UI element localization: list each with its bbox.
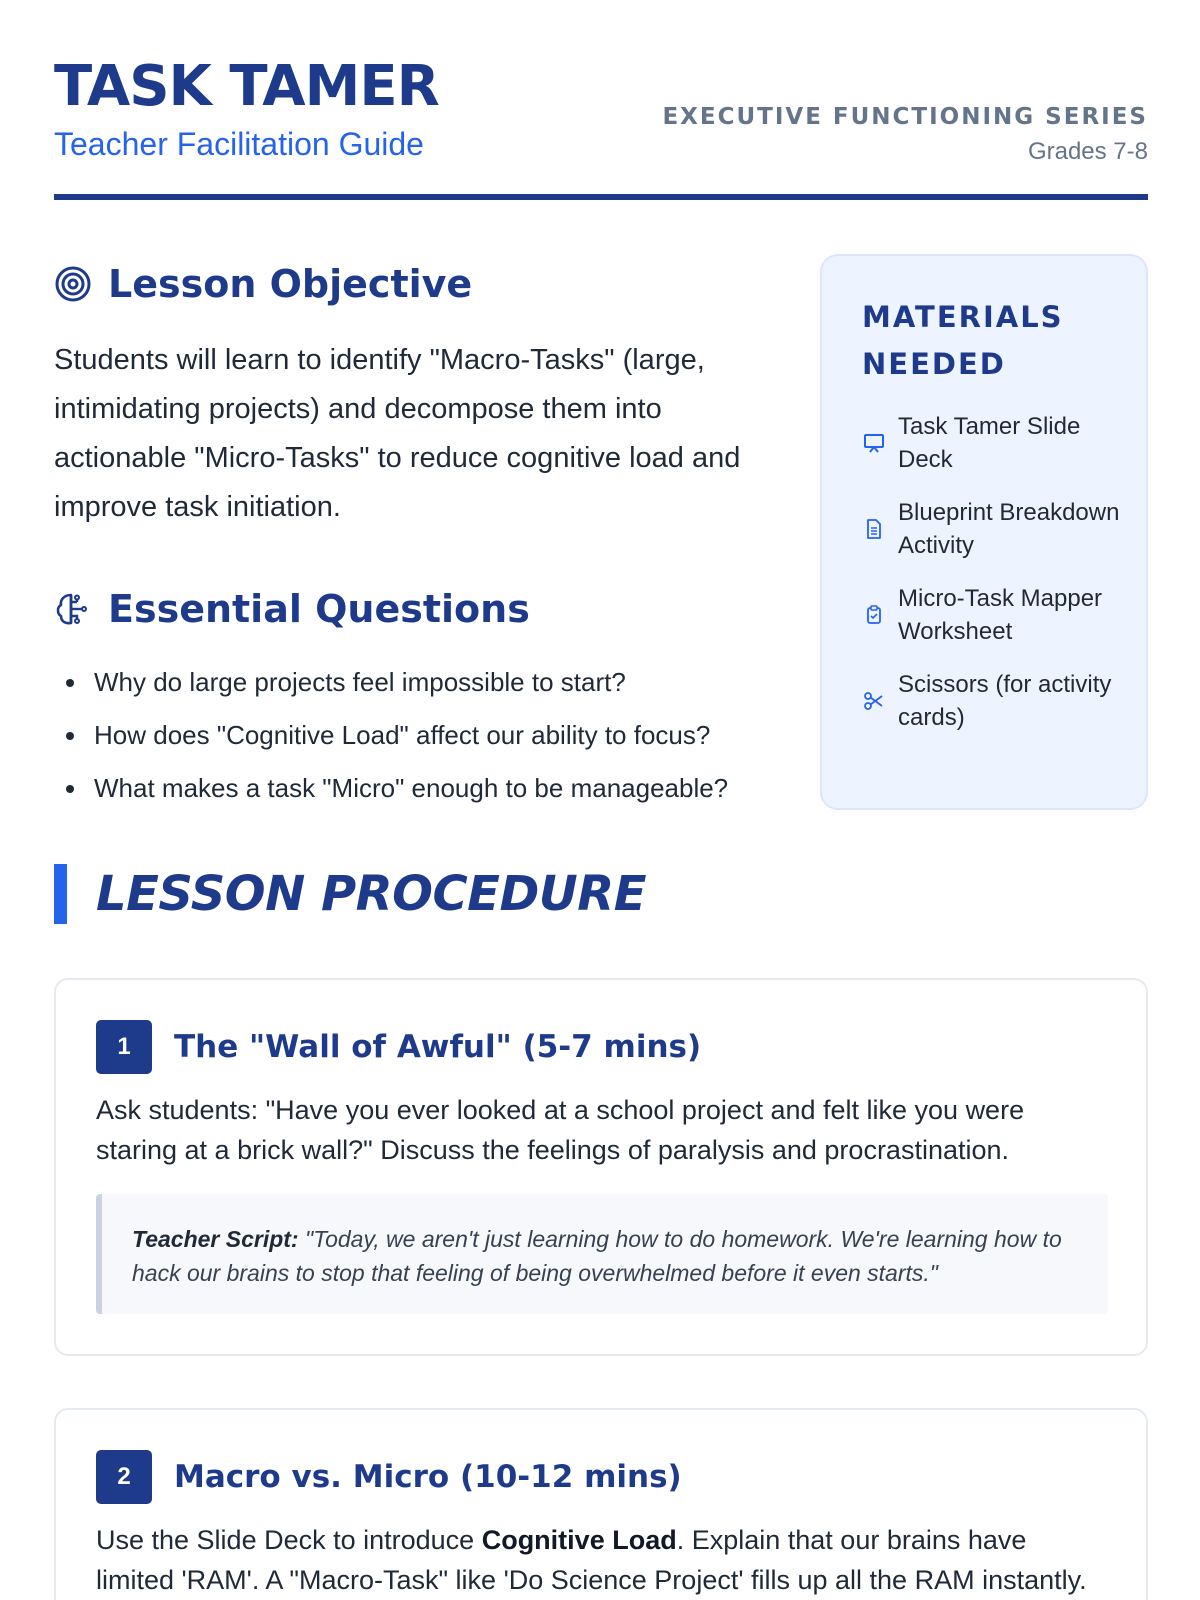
step-description bbox=[96, 1520, 1110, 1600]
step-number-badge: 2 bbox=[96, 1450, 152, 1504]
questions-heading bbox=[54, 585, 530, 633]
step-title: Macro vs. Micro (10-12 mins) bbox=[174, 1459, 682, 1495]
material-item-blueprint bbox=[862, 496, 1132, 562]
presentation-icon bbox=[862, 431, 886, 455]
teacher-script-box bbox=[96, 1194, 1108, 1314]
objective-heading-text: Lesson Objective bbox=[108, 262, 473, 306]
list-item: Why do large projects feel impossible to start? bbox=[54, 656, 774, 709]
material-item-scissors bbox=[862, 668, 1132, 734]
questions-heading-text: Essential Questions bbox=[108, 587, 530, 631]
teacher-script bbox=[132, 1222, 1082, 1290]
list-item: How does "Cognitive Load" affect our ability to focus? bbox=[54, 709, 774, 762]
materials-panel bbox=[820, 254, 1148, 810]
questions-list bbox=[54, 656, 774, 815]
teacher-script-text: "Today, we aren't just learning how to do homework. We're learning how to hack our brains to stop that feeling of being overwhelmed before it even starts." bbox=[132, 1226, 1062, 1286]
step-text-part: Use the Slide Deck to introduce bbox=[96, 1525, 482, 1555]
series-label: EXECUTIVE FUNCTIONING SERIES bbox=[662, 104, 1148, 130]
materials-list bbox=[862, 410, 1132, 754]
page-header bbox=[54, 52, 1148, 200]
material-label: Task Tamer Slide Deck bbox=[898, 413, 1081, 473]
procedure-accent-bar bbox=[54, 864, 67, 924]
step-description: Ask students: "Have you ever looked at a school project and felt like you were staring at a brick wall?" Discuss the feelings of paralysis and procrastination. bbox=[96, 1095, 1025, 1165]
material-item-slide-deck bbox=[862, 410, 1132, 476]
material-label: Micro-Task Mapper Worksheet bbox=[898, 585, 1103, 645]
clipboard-check-icon bbox=[862, 603, 886, 627]
objective-heading bbox=[54, 260, 472, 308]
material-item-worksheet bbox=[862, 582, 1132, 648]
scissors-icon bbox=[862, 689, 886, 713]
material-label: Blueprint Breakdown Activity bbox=[898, 499, 1120, 559]
guide-title: TASK TAMER bbox=[54, 54, 439, 119]
cognitive-load-term: Cognitive Load bbox=[481, 1525, 677, 1555]
step-card-1 bbox=[54, 978, 1148, 1356]
objective-text: Students will learn to identify "Macro-Tasks" (large, intimidating projects) and decompose them into actionable "Micro-Tasks" to reduce cognitive load and improve task initiation. bbox=[54, 344, 741, 523]
brain-icon bbox=[54, 590, 92, 628]
step-title: The "Wall of Awful" (5-7 mins) bbox=[174, 1029, 702, 1065]
guide-subtitle: Teacher Facilitation Guide bbox=[54, 126, 424, 162]
list-item: What makes a task "Micro" enough to be manageable? bbox=[54, 762, 774, 815]
grades-label: Grades 7-8 bbox=[1027, 138, 1148, 165]
procedure-heading: LESSON PROCEDURE bbox=[96, 866, 647, 922]
teacher-script-label: Teacher Script: bbox=[132, 1226, 299, 1252]
step-number-badge: 1 bbox=[96, 1020, 152, 1074]
step-text-part: . Explain that our brains have limited 'RAM'. A "Macro-Task" like 'Do Science Project' fills up all the RAM instantly. bbox=[96, 1525, 1087, 1595]
document-icon bbox=[862, 517, 886, 541]
target-icon bbox=[54, 265, 92, 303]
step-card-2 bbox=[54, 1408, 1148, 1600]
materials-heading: MATERIALS NEEDED bbox=[862, 300, 1064, 381]
material-label: Scissors (for activity cards) bbox=[898, 671, 1112, 731]
